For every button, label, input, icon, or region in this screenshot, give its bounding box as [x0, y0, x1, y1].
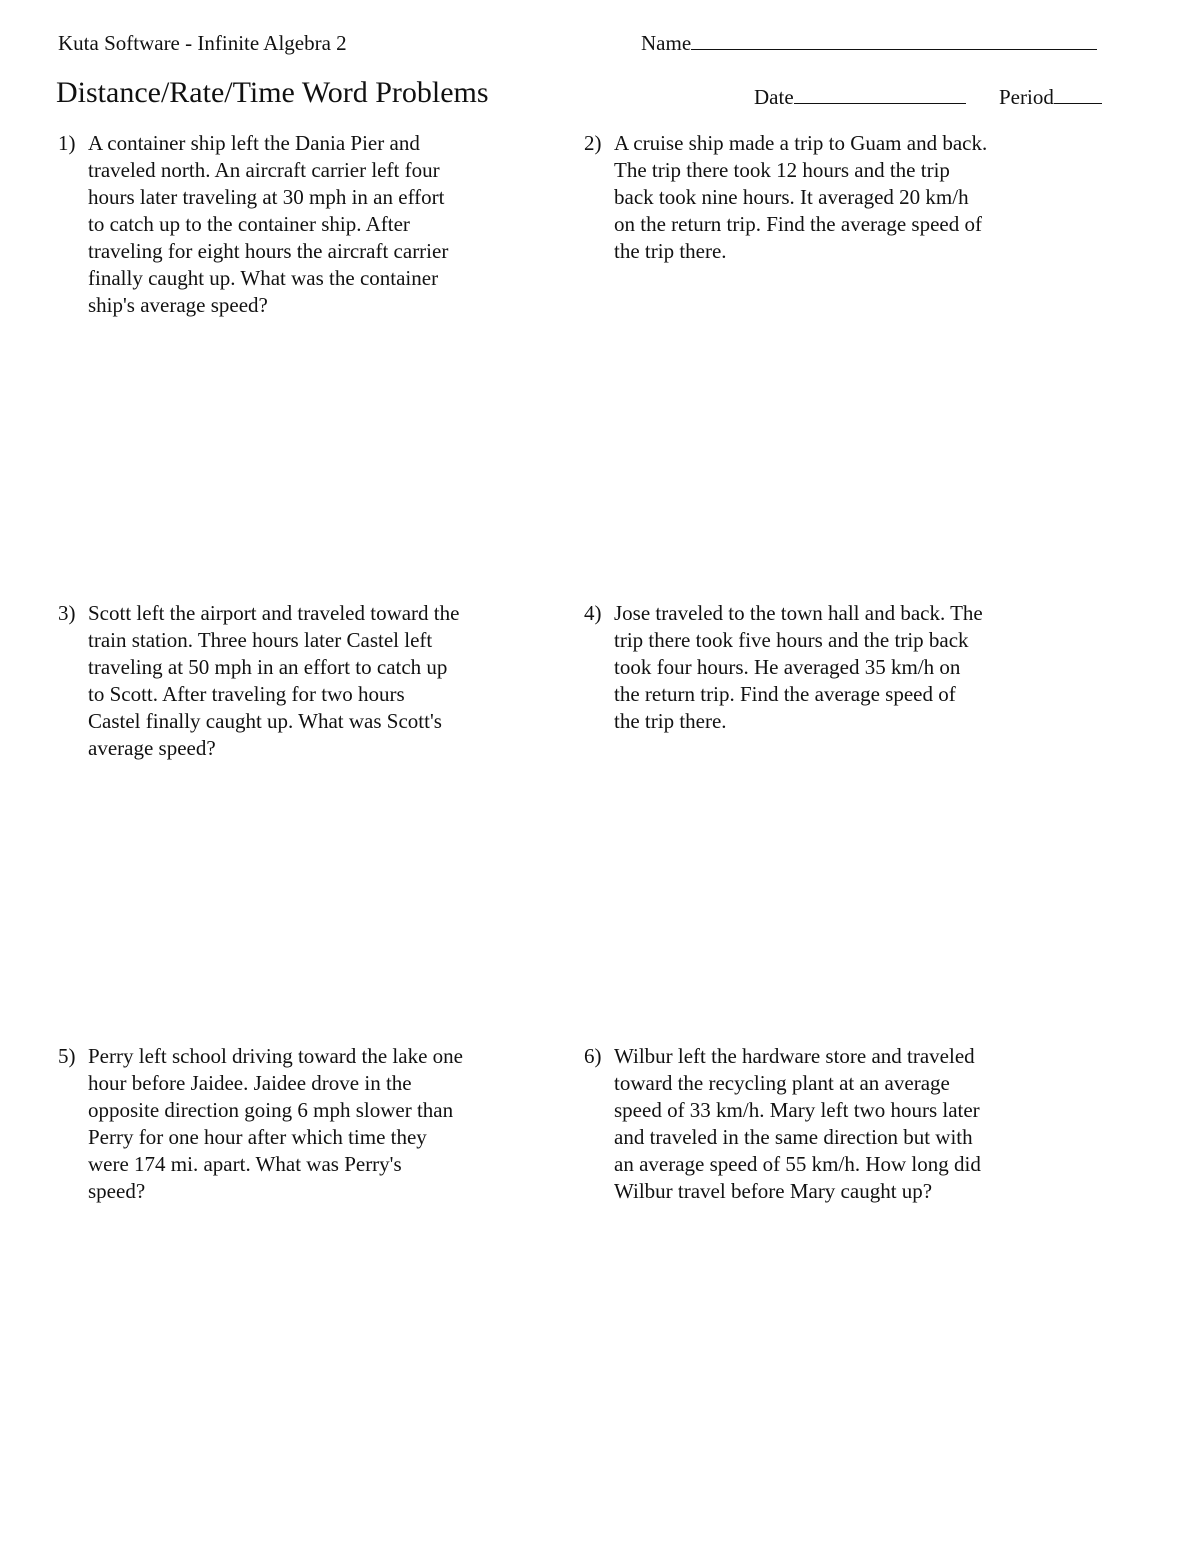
date-field[interactable] [754, 85, 966, 110]
problem-number: 4) [584, 601, 602, 625]
problem-text: Perry left school driving toward the lake one hour before Jaidee. Jaidee drove in the opposite direction going 6 mph slower than Perry for one hour after which time they were 174 mi. apart. What was Perry's speed? [88, 1044, 463, 1203]
problem-number: 1) [58, 131, 76, 155]
period-label: Period [999, 85, 1054, 109]
name-blank-line[interactable] [691, 31, 1097, 50]
name-label: Name [641, 31, 692, 55]
name-field[interactable] [641, 31, 1097, 56]
period-blank-line[interactable] [1054, 85, 1102, 104]
period-field[interactable] [999, 85, 1102, 110]
problem-text: Scott left the airport and traveled toward the train station. Three hours later Castel left traveling at 50 mph in an effort to catch up to Scott. After traveling for two hours Castel finally caught up. What was Scott's average speed? [88, 601, 460, 760]
problem-text: A container ship left the Dania Pier and traveled north. An aircraft carrier left four hours later traveling at 30 mph in an effort to catch up to the container ship. After traveling for eight hours the aircraft carrier finally caught up. What was the container ship's average speed? [88, 131, 449, 317]
problem-number: 5) [58, 1044, 76, 1068]
problem-number: 3) [58, 601, 76, 625]
software-label: Kuta Software - Infinite Algebra 2 [58, 31, 347, 55]
problem-number: 6) [584, 1044, 602, 1068]
date-label: Date [754, 85, 794, 109]
problem-text: A cruise ship made a trip to Guam and back. The trip there took 12 hours and the trip back took nine hours. It averaged 20 km/h on the return trip. Find the average speed of the trip there. [614, 131, 988, 263]
problem-number: 2) [584, 131, 602, 155]
page-title: Distance/Rate/Time Word Problems [56, 76, 489, 109]
date-blank-line[interactable] [794, 85, 966, 104]
problem-text: Jose traveled to the town hall and back. The trip there took five hours and the trip back took four hours. He averaged 35 km/h on the return trip. Find the average speed of the trip there. [614, 601, 983, 733]
problem-text: Wilbur left the hardware store and traveled toward the recycling plant at an average speed of 33 km/h. Mary left two hours later and traveled in the same direction but with an average speed of 55 km/h. How long did Wilbur travel before Mary caught up? [614, 1044, 981, 1203]
